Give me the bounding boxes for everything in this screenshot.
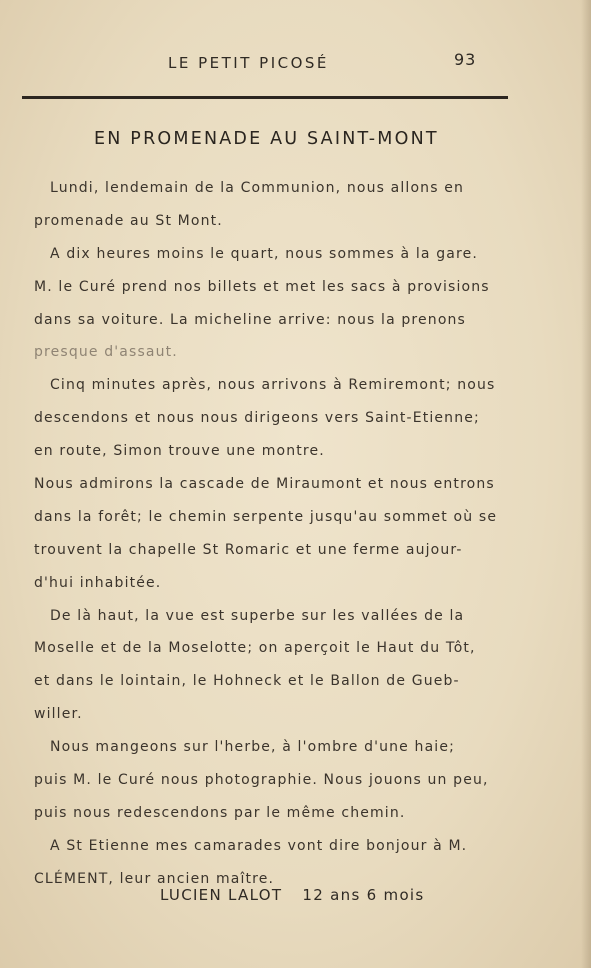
- author-age: 12 ans 6 mois: [302, 886, 425, 904]
- author-name: LUCIEN LALOT: [160, 886, 283, 904]
- body-line: puis nous redescendons par le même chemin.: [34, 804, 406, 821]
- body-line: Nous mangeons sur l'herbe, à l'ombre d'une haie;: [50, 739, 455, 756]
- running-title: LE PETIT PICOSÉ: [168, 54, 329, 72]
- header-rule: [22, 96, 508, 99]
- body-line: trouvent la chapelle St Romaric et une ferme aujour-: [34, 541, 463, 558]
- article-body: [34, 172, 498, 896]
- page-number: 93: [454, 50, 477, 69]
- body-line: promenade au St Mont.: [34, 212, 223, 229]
- body-line: et dans le lointain, le Hohneck et le Ballon de Gueb-: [34, 673, 460, 690]
- body-line: dans sa voiture. La micheline arrive: nous la prenons: [34, 311, 467, 328]
- article-title: EN PROMENADE AU SAINT-MONT: [94, 129, 439, 149]
- body-line: Moselle et de la Moselotte; on aperçoit le Haut du Tôt,: [34, 640, 476, 657]
- body-line: dans la forêt; le chemin serpente jusqu'au sommet où se: [34, 508, 498, 525]
- body-line: presque d'assaut.: [34, 344, 178, 361]
- body-line: descendons et nous nous dirigeons vers Saint-Etienne;: [34, 410, 480, 427]
- body-line: Nous admirons la cascade de Miraumont et nous entrons: [34, 476, 495, 493]
- body-line: Lundi, lendemain de la Communion, nous allons en: [50, 180, 465, 196]
- body-line: puis M. le Curé nous photographie. Nous jouons un peu,: [34, 772, 489, 789]
- body-line: willer.: [34, 706, 83, 723]
- body-line: M. le Curé prend nos billets et met les sacs à provisions: [34, 278, 490, 295]
- author-signature: [160, 886, 439, 904]
- body-line: A St Etienne mes camarades vont dire bonjour à M.: [50, 837, 468, 854]
- body-line: CLÉMENT, leur ancien maître.: [34, 870, 275, 887]
- body-line: A dix heures moins le quart, nous sommes à la gare.: [50, 245, 478, 262]
- body-line: De là haut, la vue est superbe sur les vallées de la: [50, 607, 465, 624]
- body-line: Cinq minutes après, nous arrivons à Remiremont; nous: [50, 377, 496, 394]
- page-edge-shadow: [581, 0, 591, 968]
- body-line: d'hui inhabitée.: [34, 574, 162, 591]
- body-line: en route, Simon trouve une montre.: [34, 443, 325, 460]
